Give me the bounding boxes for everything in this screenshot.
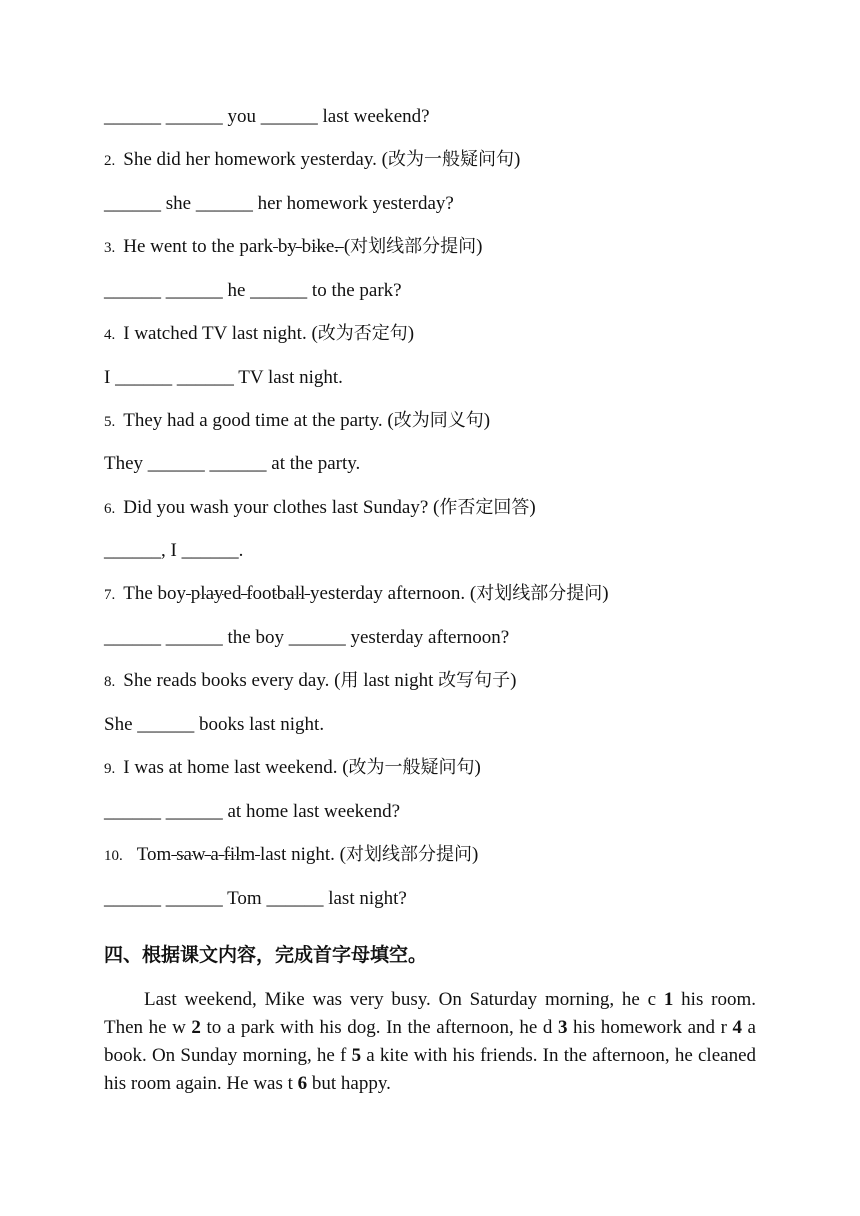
- answer-line-5: They ______ ______ at the party.: [104, 453, 361, 474]
- instruction-text: 改为同义句: [393, 410, 484, 431]
- question-text: I watched TV last night. (: [123, 323, 318, 344]
- question-number: 5.: [104, 414, 116, 430]
- answer-line-4: I ______ ______ TV last night.: [104, 367, 343, 388]
- question-text: Did you wash your clothes last Sunday? (: [123, 497, 440, 518]
- question-3: [104, 235, 482, 260]
- question-2: [104, 148, 520, 173]
- closing-paren: ): [483, 410, 491, 431]
- question-text: She reads books every day. (: [123, 670, 341, 691]
- question-text: She did her homework yesterday. (: [123, 149, 388, 170]
- question-text-rest: last night. (: [259, 844, 346, 865]
- instruction-text: 改为否定句: [317, 323, 408, 344]
- section-heading: 四、根据课文内容，完成首字母填空。: [104, 944, 428, 966]
- instruction-english: last night: [358, 670, 439, 691]
- question-number: 2.: [104, 153, 116, 169]
- closing-paren: ): [510, 670, 517, 691]
- question-number: 9.: [104, 761, 116, 777]
- question-8: [104, 669, 516, 694]
- question-number: 4.: [104, 327, 116, 343]
- question-6: [104, 496, 536, 521]
- passage-text: his homework and r: [567, 1017, 733, 1038]
- blank-number: 5: [351, 1045, 362, 1066]
- question-text: He went to the park: [123, 236, 274, 257]
- answer-line-6: ______, I ______.: [104, 540, 244, 561]
- closing-paren: ): [472, 844, 479, 865]
- question-number: 3.: [104, 240, 116, 256]
- passage-text: Last weekend, Mike was very busy. On Saturday morning, he c: [144, 989, 664, 1010]
- passage-text: his room. Then he w: [104, 989, 757, 1038]
- question-text: The boy: [123, 583, 187, 604]
- question-text: I was at home last weekend. (: [123, 757, 349, 778]
- question-number: 6.: [104, 501, 116, 517]
- closing-paren: ): [407, 323, 415, 344]
- question-text-rest: yesterday afternoon. (: [310, 583, 477, 604]
- passage-paragraph: [104, 986, 756, 1098]
- instruction-text-2: 改写句子: [438, 670, 511, 691]
- passage-text: to a park with his dog. In the afternoon, he d: [200, 1017, 558, 1038]
- question-5: [104, 409, 490, 434]
- closing-paren: ): [474, 757, 481, 778]
- instruction-text: 对划线部分提问: [476, 583, 603, 604]
- underlined-phrase: by bike.: [273, 236, 344, 257]
- question-text: Tom: [136, 844, 172, 865]
- question-number: 10.: [104, 848, 123, 864]
- blank-number: 2: [191, 1017, 201, 1038]
- passage-text: a kite with his friends. In the afternoon, he cleaned his room again. He was t: [104, 1045, 756, 1094]
- answer-line-10: ______ ______ Tom ______ last night?: [104, 888, 407, 909]
- question-7: [104, 582, 609, 607]
- underlined-phrase: played football: [186, 583, 311, 604]
- closing-paren: ): [513, 149, 521, 170]
- instruction-text: 改为一般疑问句: [387, 149, 514, 170]
- closing-paren: ): [602, 583, 609, 604]
- answer-line-9: ______ ______ at home last weekend?: [104, 801, 401, 822]
- open-paren: (: [343, 236, 351, 257]
- blank-number: 4: [732, 1017, 742, 1038]
- instruction-text: 用: [340, 670, 359, 691]
- instruction-text: 改为一般疑问句: [348, 757, 475, 778]
- answer-line-7: ______ ______ the boy ______ yesterday afternoon?: [104, 627, 510, 648]
- closing-paren: ): [529, 497, 536, 518]
- underlined-phrase: saw a film: [171, 844, 260, 865]
- answer-line-1: ______ ______ you ______ last weekend?: [104, 106, 430, 127]
- blank-number: 1: [663, 989, 674, 1010]
- instruction-text: 作否定回答: [439, 497, 530, 518]
- instruction-text: 对划线部分提问: [350, 236, 477, 257]
- question-number: 8.: [104, 674, 116, 690]
- question-10: [104, 843, 478, 868]
- answer-line-2: ______ she ______ her homework yesterday?: [104, 193, 454, 214]
- question-text: They had a good time at the party. (: [123, 410, 394, 431]
- question-number: 7.: [104, 587, 116, 603]
- blank-number: 3: [557, 1017, 568, 1038]
- answer-line-8: She ______ books last night.: [104, 714, 325, 735]
- passage-text: but happy.: [307, 1073, 391, 1094]
- closing-paren: ): [476, 236, 483, 257]
- answer-line-3: ______ ______ he ______ to the park?: [104, 280, 402, 301]
- instruction-text: 对划线部分提问: [346, 844, 472, 865]
- question-9: [104, 756, 481, 781]
- question-4: [104, 322, 414, 347]
- blank-number: 6: [297, 1073, 308, 1094]
- passage-text: a book. On Sunday morning, he f: [104, 1017, 756, 1066]
